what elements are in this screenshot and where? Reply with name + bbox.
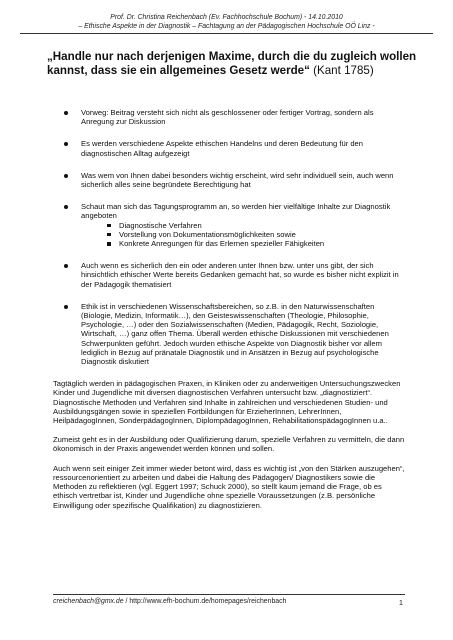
page-header	[20, 14, 433, 31]
page-number: 1	[398, 598, 403, 607]
square-bullet-icon	[107, 242, 111, 246]
bullet-icon	[64, 205, 68, 209]
title-quote: „Handle nur nach derjenigen Maxime, durch die du zugleich wollen kannst, dass sie ein allgemeines Gesetz werde“	[47, 50, 417, 77]
bullet-text: Schaut man sich das Tagungsprogramm an, so werden hier vielfältige Inhalte zur Diagnostik angeboten	[81, 202, 391, 221]
bullet-item	[53, 171, 405, 189]
bullet-icon	[64, 142, 68, 146]
sub-bullet-text: Konkrete Anregungen für das Erlernen spezieller Fähigkeiten	[119, 239, 325, 249]
bullet-item	[53, 302, 405, 366]
sub-bullet-text: Diagnostische Verfahren	[119, 220, 202, 230]
bullet-text: Es werden verschiedene Aspekte ethischen Handelns und deren Bedeutung für den diagnostischen Alltag aufgezeigt	[81, 139, 364, 158]
bullet-item	[53, 139, 405, 157]
body-paragraph: Zumeist geht es in der Ausbildung oder Qualifizierung darum, spezielle Verfahren zu vermitteln, die dann ökonomisch in der Praxis angewendet werden können und sollen.	[53, 435, 405, 454]
bullet-item	[53, 202, 405, 248]
bullet-text: Vorweg: Beitrag versteht sich nicht als geschlossener oder fertiger Vortrag, sondern als Anregung zur Diskussion	[81, 108, 374, 127]
page-footer	[53, 594, 405, 605]
bullet-icon	[64, 174, 68, 178]
bullet-item	[53, 261, 405, 289]
header-rule	[20, 33, 433, 34]
main-content	[53, 108, 405, 520]
page-title	[47, 50, 417, 77]
body-paragraph: Tagtäglich werden in pädagogischen Praxen, in Kliniken oder zu anderweitigen Untersuchungszwecken Kinder und Jugendliche mit diversen diagnostischen Verfahren untersucht bzw. „diagnostiziert“. Diagnostische Methoden und Verfahren sind Inhalte in zahlreichen und verschiedenen Studien- und Ausbildungsgängen sowie in speziellen Fortbildungen für ErzieherInnen, LehrerInnen, HeilpädagogInnen, SonderpädagogInnen, DiplompädagogInnen, RehabilitationspädagogInnen u.a..	[53, 379, 401, 426]
header-line-1: Prof. Dr. Christina Reichenbach (Ev. Fachhochschule Bochum) - 14.10.2010	[110, 14, 343, 21]
footer-email[interactable]: creichenbach@gmx.de	[53, 598, 124, 605]
bullet-text: Auch wenn es sicherlich den ein oder anderen unter Ihnen bzw. unter uns gibt, der sich hinsichtlich ethischer Werte bereits Gedanken gemacht hat, so wurde es bisher nicht explizit in der Pädagogik thematisiert	[81, 261, 399, 289]
bullet-icon	[64, 305, 68, 309]
bullet-text: Was wem von Ihnen dabei besonders wichtig erscheint, wird sehr individuell sein, auch wenn sicherlich alles seine begründete Berechtigung hat	[81, 170, 394, 190]
bullet-item	[53, 108, 405, 126]
sub-bullet-item	[107, 230, 405, 239]
footer-url[interactable]: / http://www.efh-bochum.de/homepages/reichenbach	[123, 598, 287, 605]
bullet-list	[53, 108, 405, 366]
sub-bullet-item	[107, 239, 405, 248]
title-attribution: (Kant 1785)	[309, 63, 374, 77]
sub-bullet-list	[81, 221, 405, 249]
bullet-text: Ethik ist in verschiedenen Wissenschaftsbereichen, so z.B. in den Naturwissenschaften (Biologie, Medizin, Informatik…), den Geisteswissenschaften (Theologie, Philosophie, Psychologie, …) oder den Sozialwissenschaften (Medien, Pädagogik, Recht, Soziologie, Wirtschaft, …) ganz offen Thema. Überall werden ethische Diskussionen mit verschiedenen Schwerpunkten geführt. Jedoch wurden ethische Aspekte von Diagnostik bisher vor allem lediglich in Bezug auf pränatale Diagnostik und in Ansätzen in Bezug auf psychologische Diagnostik diskutiert	[81, 301, 389, 367]
sub-bullet-text: Vorstellung von Dokumentationsmöglichkeiten sowie	[119, 229, 296, 239]
bullet-icon	[64, 264, 68, 268]
bullet-icon	[64, 111, 68, 115]
square-bullet-icon	[107, 233, 111, 237]
header-line-2: – Ethische Aspekte in der Diagnostik – Fachtagung an der Pädagogischen Hochschule OÖ Linz -	[78, 22, 375, 30]
square-bullet-icon	[107, 224, 111, 228]
sub-bullet-item	[107, 221, 405, 230]
body-paragraph: Auch wenn seit einiger Zeit immer wieder betont wird, dass es wichtig ist „von den Stärken auszugehen“, ressourcenorientiert zu arbeiten und dabei die Haltung des Pädagogen/ Diagnostikers sowie die Methoden zu reflektieren (vgl. Eggert 1997; Schuck 2000), so stellt kaum jemand die Frage, ob es ethisch vertretbar ist, Kinder und Jugendliche ohne spezielle Voraussetzungen (z.B. persönliche Einwilligung oder spezifische Qualifikation) zu diagnostizieren.	[53, 463, 405, 510]
